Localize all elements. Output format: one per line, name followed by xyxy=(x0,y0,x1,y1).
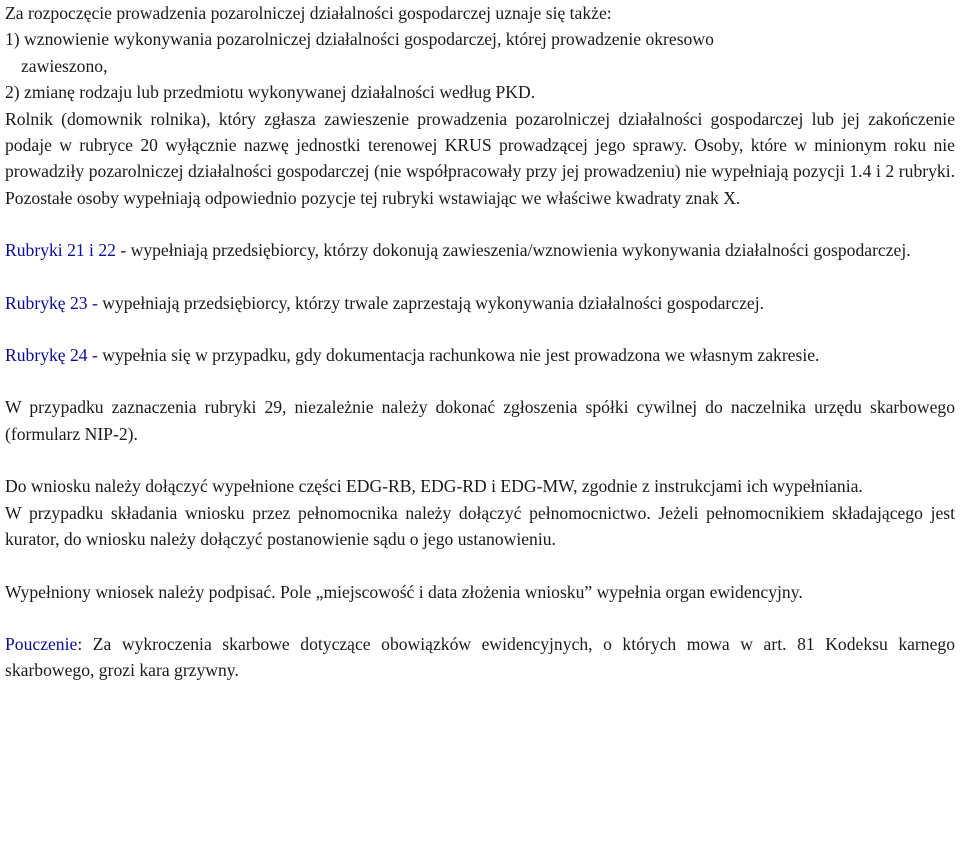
intro-item-1-continuation: zawieszono, xyxy=(21,55,108,76)
rubryki-21-22-text: - wypełniają przedsiębiorcy, którzy dokonują zawieszenia/wznowienia wykonywania działalności gospodarczej. xyxy=(115,240,911,261)
intro-item-2: 2) zmianę rodzaju lub przedmiotu wykonywanej działalności według PKD. xyxy=(5,82,536,103)
spacer xyxy=(5,316,955,342)
spacer xyxy=(5,211,955,237)
instruction-document xyxy=(5,0,955,684)
spacer xyxy=(5,264,955,290)
rubryka-24-paragraph xyxy=(5,342,955,368)
rubryka-23-text: wypełniają przedsiębiorcy, którzy trwale zaprzestają wykonywania działalności gospodarczej. xyxy=(97,292,765,313)
spacer xyxy=(5,605,955,631)
intro-heading: Za rozpoczęcie prowadzenia pozarolniczej działalności gospodarczej uznaje się także: xyxy=(5,3,612,23)
spacer xyxy=(5,447,955,473)
spacer xyxy=(5,553,955,579)
spacer xyxy=(5,368,955,394)
rubryka-29-paragraph: W przypadku zaznaczenia rubryki 29, niezależnie należy dokonać zgłoszenia spółki cywilnej do naczelnika urzędu skarbowego (formularz NIP-2). xyxy=(5,397,955,444)
rubryka-24-label: Rubrykę 24 - xyxy=(5,345,98,366)
pouczenie-paragraph xyxy=(5,631,955,684)
rubryka-23-paragraph xyxy=(5,290,955,316)
intro-item-1: 1) wznowienie wykonywania pozarolniczej działalności gospodarczej, której prowadzenie okresowo xyxy=(5,29,714,50)
rubryka-23-label: Rubrykę 23 - xyxy=(5,292,98,313)
proxy-paragraph: W przypadku składania wniosku przez pełnomocnika należy dołączyć pełnomocnictwo. Jeżeli pełnomocnikiem składającego jest kurator, do wniosku należy dołączyć postanowienie sądu o jego ustanowieniu. xyxy=(5,502,955,550)
rubryka-24-text: wypełnia się w przypadku, gdy dokumentacja rachunkowa nie jest prowadzona we własnym zakresie. xyxy=(97,345,820,366)
attachments-paragraph: Do wniosku należy dołączyć wypełnione części EDG-RB, EDG-RD i EDG-MW, zgodnie z instrukcjami ich wypełniania. xyxy=(5,476,863,497)
sign-paragraph: Wypełniony wniosek należy podpisać. Pole „miejscowość i data złożenia wniosku” wypełnia organ ewidencyjny. xyxy=(5,581,803,602)
rubryki-21-22-label: Rubryki 21 i 22 xyxy=(5,240,116,261)
rubryki-21-22-paragraph xyxy=(5,237,955,263)
pouczenie-label: Pouczenie xyxy=(5,633,78,654)
pouczenie-text: : Za wykroczenia skarbowe dotyczące obowiązków ewidencyjnych, o których mowa w art. 81 Kodeksu karnego skarbowego, grozi kara grzywny. xyxy=(5,633,955,681)
intro-section xyxy=(5,0,955,106)
rolnik-paragraph: Rolnik (domownik rolnika), który zgłasza zawieszenie prowadzenia pozarolniczej działalności gospodarczej lub jej zakończenie podaje w rubryce 20 wyłącznie nazwę jednostki terenowej KRUS prowadzącej jego sprawy. Osoby, które w minionym roku nie prowadziły pozarolniczej działalności gospodarczej (nie współpracowały przy jej prowadzeniu) nie wypełniają pozycji 1.4 i 2 rubryki. Pozostałe osoby wypełniają odpowiednio pozycje tej rubryki wstawiając we właściwe kwadraty znak X. xyxy=(5,108,955,208)
